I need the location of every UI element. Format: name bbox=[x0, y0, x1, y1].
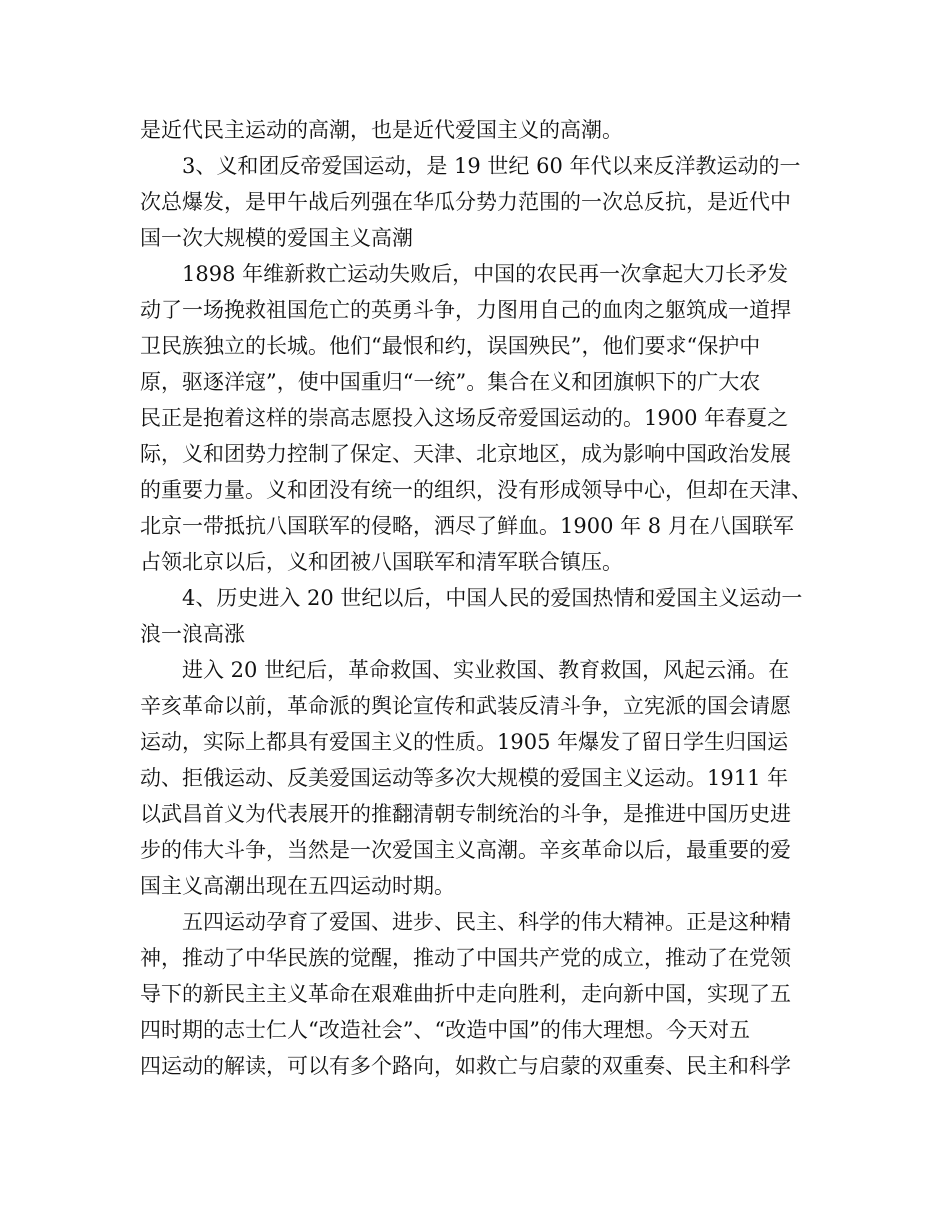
text-line: 国一次大规模的爱国主义高潮 bbox=[140, 226, 413, 250]
text-line: 以武昌首义为代表展开的推翻清朝专制统治的斗争，是推进中国历史进 bbox=[140, 802, 791, 826]
text-line: 浪一浪高涨 bbox=[140, 622, 245, 646]
text-line: 4、历史进入 20 世纪以后，中国人民的爱国热情和爱国主义运动一 bbox=[182, 586, 803, 610]
text-line: 次总爆发，是甲午战后列强在华瓜分势力范围的一次总反抗，是近代中 bbox=[140, 190, 791, 214]
text-line: 四时期的志士仁人“改造社会”、“改造中国”的伟大理想。今天对五 bbox=[140, 1018, 750, 1042]
text-line: 神，推动了中华民族的觉醒，推动了中国共产党的成立，推动了在党领 bbox=[140, 946, 791, 970]
text-line: 1898 年维新救亡运动失败后，中国的农民再一次拿起大刀长矛发 bbox=[182, 262, 789, 286]
text-line: 四运动的解读，可以有多个路向，如救亡与启蒙的双重奏、民主和科学 bbox=[140, 1054, 791, 1078]
text-line: 的重要力量。义和团没有统一的组织，没有形成领导中心，但却在天津、 bbox=[140, 478, 812, 502]
text-line: 辛亥革命以前，革命派的舆论宣传和武装反清斗争，立宪派的国会请愿 bbox=[140, 694, 791, 718]
text-line: 卫民族独立的长城。他们“最恨和约，误国殃民”，他们要求“保护中 bbox=[140, 334, 761, 358]
text-line: 五四运动孕育了爱国、进步、民主、科学的伟大精神。正是这种精 bbox=[182, 910, 791, 934]
text-line: 际，义和团势力控制了保定、天津、北京地区，成为影响中国政治发展 bbox=[140, 442, 791, 466]
text-line: 是近代民主运动的高潮，也是近代爱国主义的高潮。 bbox=[140, 118, 623, 142]
text-line: 步的伟大斗争，当然是一次爱国主义高潮。辛亥革命以后，最重要的爱 bbox=[140, 838, 791, 862]
text-line: 北京一带抵抗八国联军的侵略，洒尽了鲜血。1900 年 8 月在八国联军 bbox=[140, 514, 794, 538]
text-line: 动、拒俄运动、反美爱国运动等多次大规模的爱国主义运动。1911 年 bbox=[140, 766, 789, 790]
text-line: 运动，实际上都具有爱国主义的性质。1905 年爆发了留日学生归国运 bbox=[140, 730, 789, 754]
text-line: 3、义和团反帝爱国运动，是 19 世纪 60 年代以来反洋教运动的一 bbox=[182, 154, 801, 178]
text-line: 进入 20 世纪后，革命救国、实业救国、教育救国，风起云涌。在 bbox=[182, 658, 790, 682]
text-line: 占领北京以后，义和团被八国联军和清军联合镇压。 bbox=[140, 550, 623, 574]
document-page bbox=[140, 112, 812, 1084]
text-line: 导下的新民主主义革命在艰难曲折中走向胜利，走向新中国，实现了五 bbox=[140, 982, 791, 1006]
text-line: 原，驱逐洋寇”，使中国重归“一统”。集合在义和团旗帜下的广大农 bbox=[140, 370, 761, 394]
text-line: 国主义高潮出现在五四运动时期。 bbox=[140, 874, 455, 898]
text-line: 民正是抱着这样的崇高志愿投入这场反帝爱国运动的。1900 年春夏之 bbox=[140, 406, 789, 430]
text-line: 动了一场挽救祖国危亡的英勇斗争，力图用自己的血肉之躯筑成一道捍 bbox=[140, 298, 791, 322]
